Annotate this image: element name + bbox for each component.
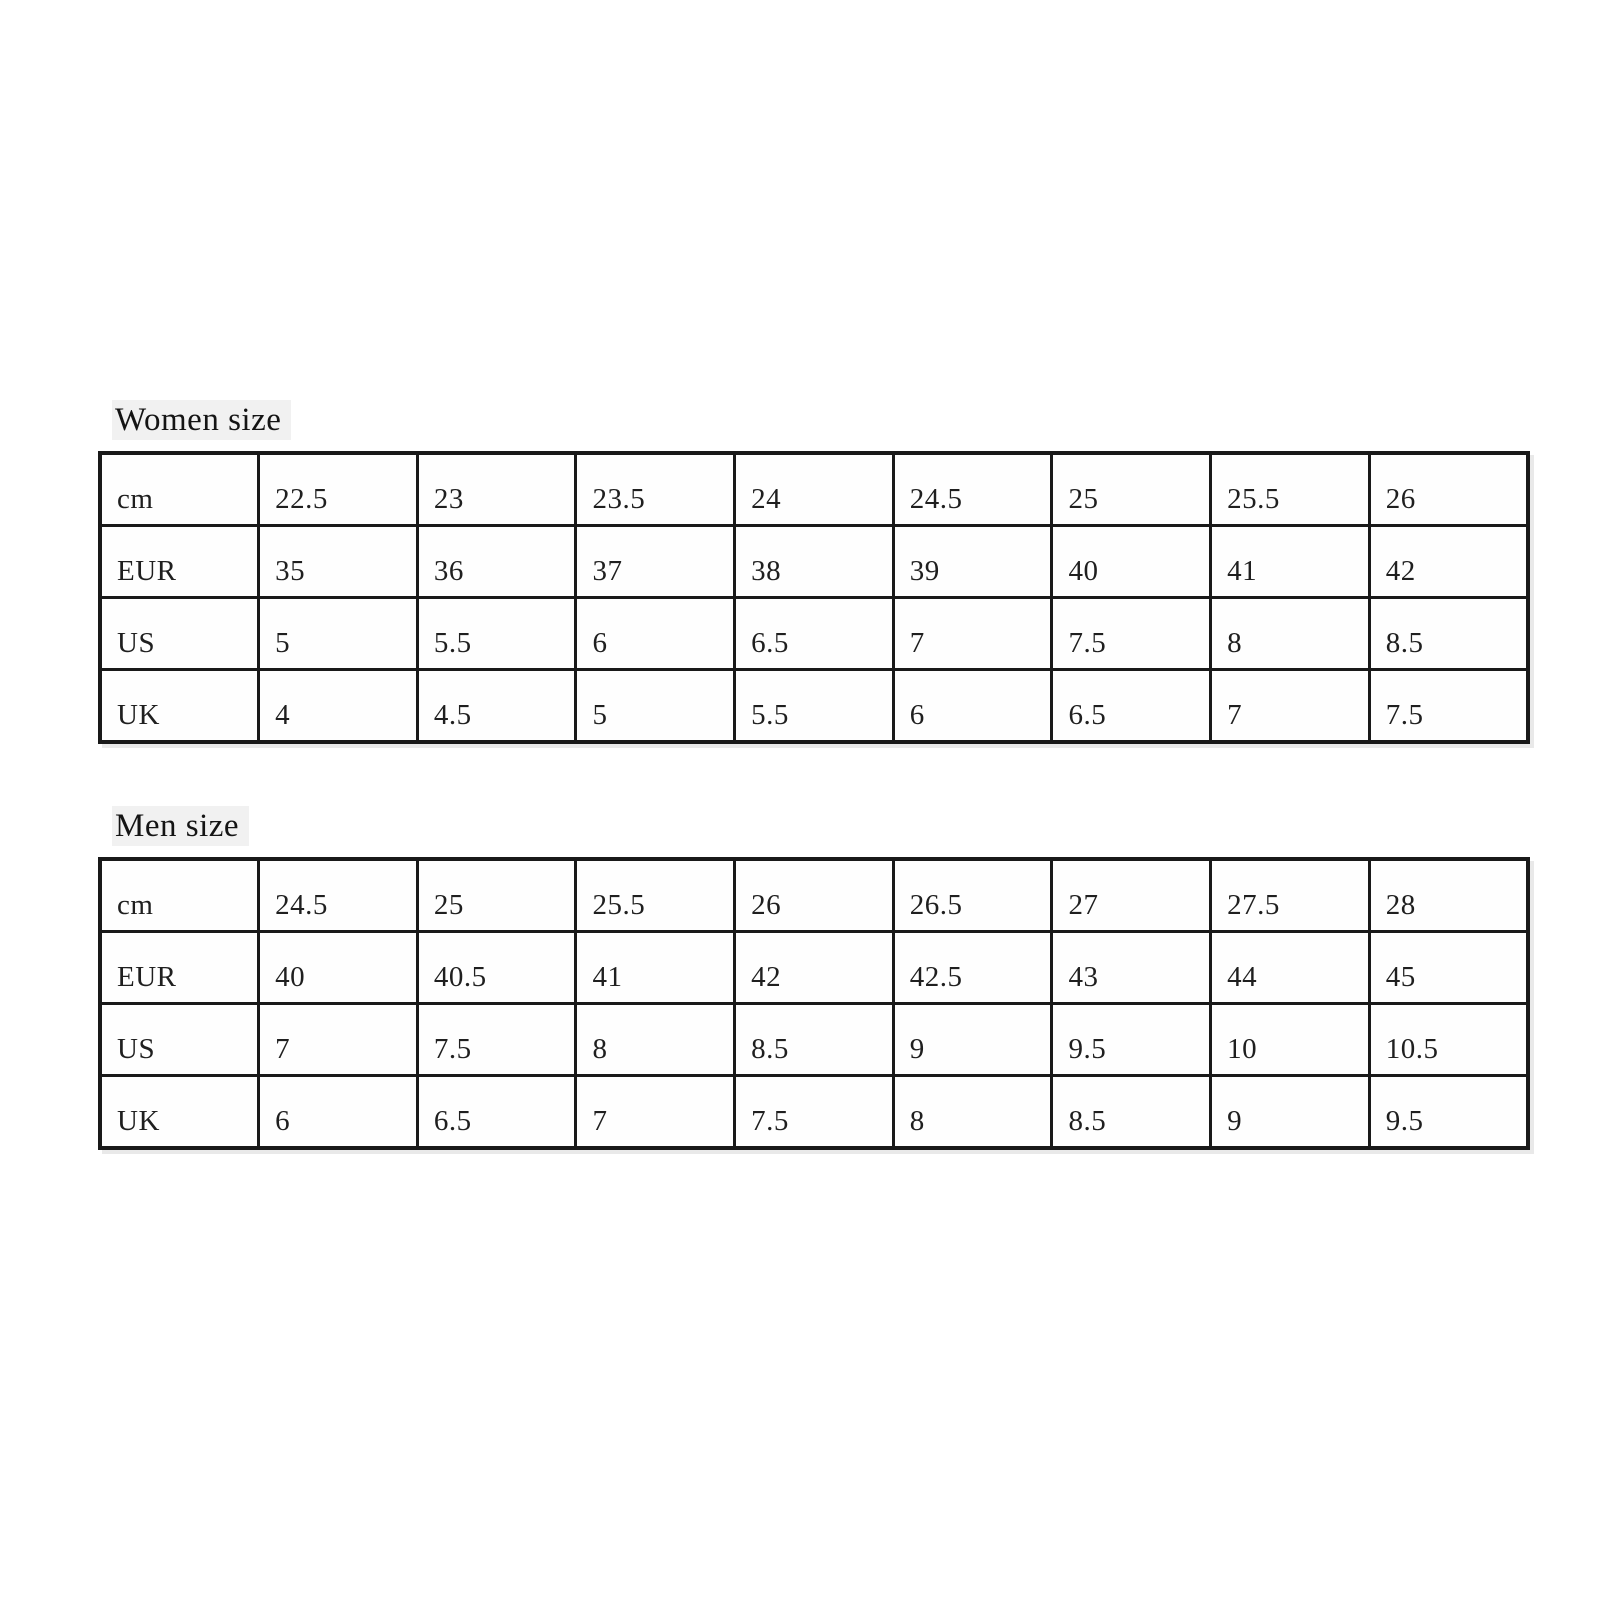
men-size-table xyxy=(98,857,1530,1150)
women-row-us xyxy=(100,598,1528,670)
men-row-us xyxy=(100,1004,1528,1076)
size-cell: 27 xyxy=(1052,859,1211,932)
size-cell: 27.5 xyxy=(1211,859,1370,932)
size-cell: 24.5 xyxy=(259,859,418,932)
size-cell: 36 xyxy=(417,526,576,598)
size-cell: 40.5 xyxy=(417,932,576,1004)
size-cell: 42.5 xyxy=(893,932,1052,1004)
size-cell: 6 xyxy=(893,670,1052,743)
women-size-title: Women size xyxy=(112,400,291,440)
women-size-table xyxy=(98,451,1530,744)
size-cell: 7.5 xyxy=(735,1076,894,1149)
size-cell: 6.5 xyxy=(735,598,894,670)
size-cell: 6.5 xyxy=(417,1076,576,1149)
size-cell: 7 xyxy=(259,1004,418,1076)
size-cell: 40 xyxy=(1052,526,1211,598)
size-cell: 5.5 xyxy=(735,670,894,743)
size-cell: 4 xyxy=(259,670,418,743)
size-cell: 25 xyxy=(1052,453,1211,526)
size-cell: 26 xyxy=(735,859,894,932)
row-label-uk: UK xyxy=(100,1076,259,1149)
size-cell: 40 xyxy=(259,932,418,1004)
size-cell: 8.5 xyxy=(1369,598,1528,670)
size-cell: 41 xyxy=(1211,526,1370,598)
size-cell: 10 xyxy=(1211,1004,1370,1076)
size-cell: 9 xyxy=(893,1004,1052,1076)
size-cell: 5.5 xyxy=(417,598,576,670)
size-cell: 8 xyxy=(893,1076,1052,1149)
size-cell: 7 xyxy=(893,598,1052,670)
size-cell: 23 xyxy=(417,453,576,526)
size-cell: 43 xyxy=(1052,932,1211,1004)
size-cell: 35 xyxy=(259,526,418,598)
size-cell: 23.5 xyxy=(576,453,735,526)
size-cell: 9.5 xyxy=(1052,1004,1211,1076)
row-label-us: US xyxy=(100,598,259,670)
size-cell: 6 xyxy=(259,1076,418,1149)
size-cell: 41 xyxy=(576,932,735,1004)
women-row-cm xyxy=(100,453,1528,526)
size-cell: 7.5 xyxy=(1369,670,1528,743)
men-row-cm xyxy=(100,859,1528,932)
size-cell: 25.5 xyxy=(1211,453,1370,526)
size-cell: 42 xyxy=(735,932,894,1004)
size-cell: 42 xyxy=(1369,526,1528,598)
women-row-uk xyxy=(100,670,1528,743)
men-row-eur xyxy=(100,932,1528,1004)
size-cell: 24.5 xyxy=(893,453,1052,526)
row-label-cm: cm xyxy=(100,453,259,526)
row-label-eur: EUR xyxy=(100,932,259,1004)
size-cell: 44 xyxy=(1211,932,1370,1004)
men-size-section xyxy=(98,806,1530,1150)
size-cell: 9 xyxy=(1211,1076,1370,1149)
size-cell: 9.5 xyxy=(1369,1076,1528,1149)
size-cell: 45 xyxy=(1369,932,1528,1004)
row-label-eur: EUR xyxy=(100,526,259,598)
size-chart-sheet xyxy=(98,400,1530,1150)
size-cell: 38 xyxy=(735,526,894,598)
size-cell: 26.5 xyxy=(893,859,1052,932)
size-cell: 5 xyxy=(259,598,418,670)
size-cell: 37 xyxy=(576,526,735,598)
size-cell: 28 xyxy=(1369,859,1528,932)
size-cell: 7.5 xyxy=(1052,598,1211,670)
size-cell: 39 xyxy=(893,526,1052,598)
size-cell: 6.5 xyxy=(1052,670,1211,743)
row-label-cm: cm xyxy=(100,859,259,932)
size-cell: 5 xyxy=(576,670,735,743)
size-cell: 8 xyxy=(1211,598,1370,670)
size-cell: 4.5 xyxy=(417,670,576,743)
size-cell: 7 xyxy=(1211,670,1370,743)
women-row-eur xyxy=(100,526,1528,598)
women-size-section xyxy=(98,400,1530,744)
size-cell: 7.5 xyxy=(417,1004,576,1076)
size-cell: 6 xyxy=(576,598,735,670)
size-cell: 25.5 xyxy=(576,859,735,932)
size-cell: 7 xyxy=(576,1076,735,1149)
size-cell: 22.5 xyxy=(259,453,418,526)
row-label-us: US xyxy=(100,1004,259,1076)
size-cell: 10.5 xyxy=(1369,1004,1528,1076)
size-cell: 8 xyxy=(576,1004,735,1076)
row-label-uk: UK xyxy=(100,670,259,743)
size-cell: 24 xyxy=(735,453,894,526)
size-cell: 25 xyxy=(417,859,576,932)
size-cell: 26 xyxy=(1369,453,1528,526)
men-size-title: Men size xyxy=(112,806,249,846)
men-row-uk xyxy=(100,1076,1528,1149)
size-cell: 8.5 xyxy=(1052,1076,1211,1149)
size-cell: 8.5 xyxy=(735,1004,894,1076)
